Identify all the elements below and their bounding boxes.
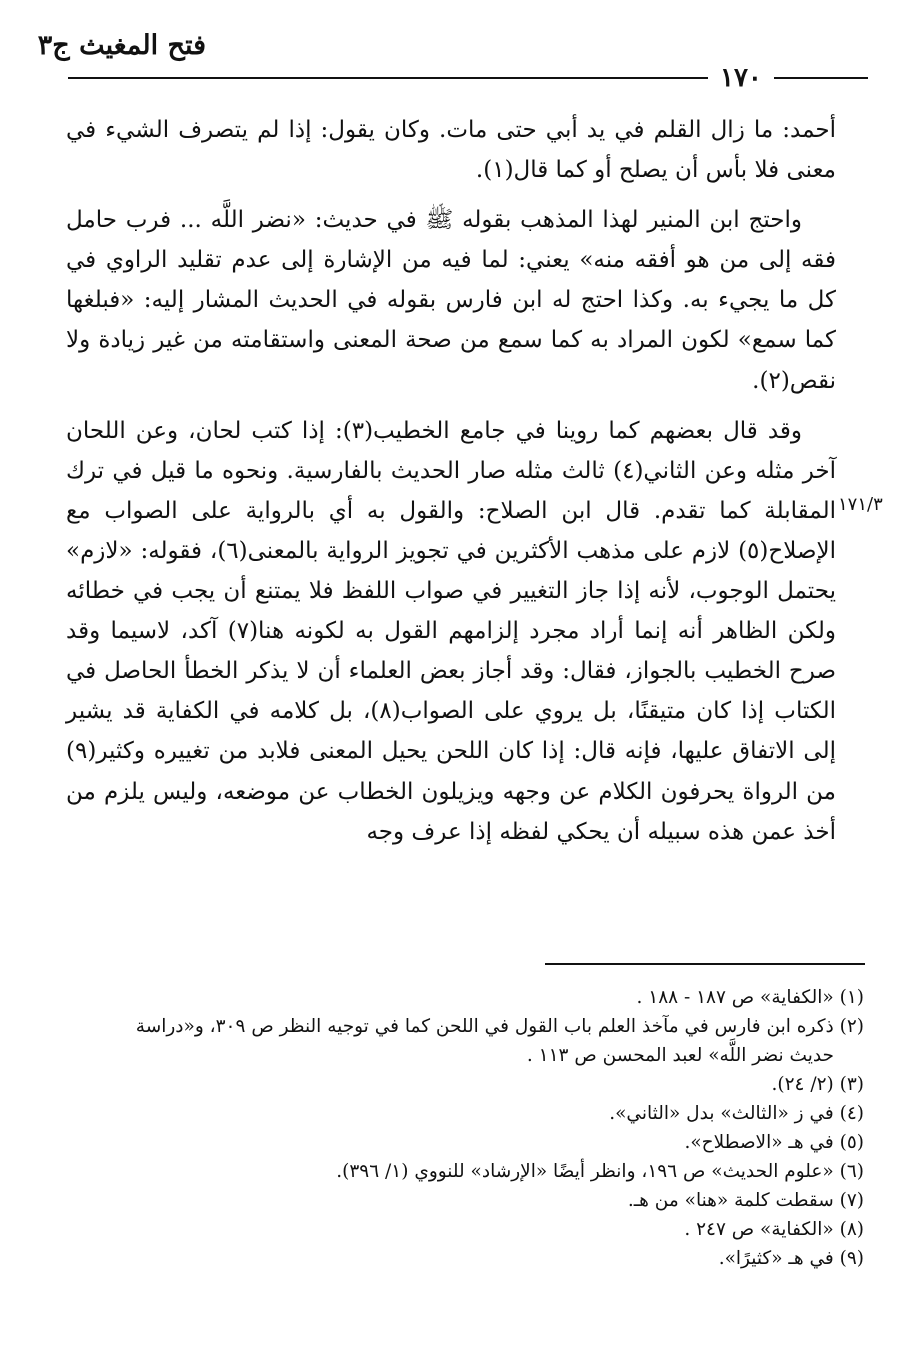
footnote: (٢) ذكره ابن فارس في مآخذ العلم باب القول في اللحن كما في توجيه النظر ص ٣٠٩، و«دراسة [135, 1016, 864, 1037]
footnote: (٤) في ز «الثالث» بدل «الثاني». [609, 1103, 864, 1124]
footnote: (٨) «الكفاية» ص ٢٤٧ . [684, 1219, 864, 1240]
footnote: (٦) «علوم الحديث» ص ١٩٦، وانظر أيضًا «الإرشاد» للنووي (١/ ٣٩٦). [336, 1161, 864, 1182]
running-title: فتح المغيث ج٣ [37, 30, 206, 61]
footnotes [66, 983, 864, 1273]
footnote: (١) «الكفاية» ص ١٨٧ - ١٨٨ . [636, 987, 864, 1008]
paragraph: أحمد: ما زال القلم في يد أبي حتى مات. وكان يقول: إذا لم يتصرف الشيء في معنى فلا بأس أن يصلح أو كما قال(١). [66, 117, 836, 184]
main-text [66, 110, 836, 852]
footnote: (٥) في هـ «الاصطلاح». [684, 1132, 864, 1153]
paragraph: واحتج ابن المنير لهذا المذهب بقوله ﷺ في حديث: «نضر اللَّه ... فرب حامل فقه إلى من هو أفقه منه» يعني: لما فيه من الإشارة إلى عدم تقليد الراوي في كل ما يجيء به. وكذا احتج له ابن فارس بقوله في الحديث المشار إليه: «فبلغها كما سمع» لكون المراد به كما سمع من صحة المعنى واستقامته من غير زيادة ولا نقص(٢). [66, 207, 836, 394]
footnote-rule [545, 963, 865, 965]
footnote: (٣) (٢/ ٢٤). [771, 1074, 864, 1095]
footnote: (٩) في هـ «كثيرًا». [718, 1248, 864, 1269]
footnote-continuation: حديث نضر اللَّه» لعبد المحسن ص ١١٣ . [526, 1045, 834, 1066]
paragraph: وقد قال بعضهم كما روينا في جامع الخطيب(٣): إذا كتب لحان، وعن اللحان آخر مثله وعن الثاني(٤) ثالث مثله صار الحديث بالفارسية. ونحوه ما قيل في ترك المقابلة كما تقدم. قال ابن الصلاح: والقول به أي بالرواية على الصواب مع الإصلاح(٥) لازم على مذهب الأكثرين في تجويز الرواية بالمعنى(٦)، فقوله: «لازم» يحتمل الوجوب، لأنه إذا جاز التغيير في صواب اللفظ فلا يمتنع أن يجب في خطائه ولكن الظاهر أنه إنما أراد مجرد إلزامهم القول به لكونه هنا(٧) آكد، لاسيما وقد صرح الخطيب بالجواز، فقال: وقد أجاز بعض العلماء أن لا يذكر الخطأ الحاصل في الكتاب إذا كان متيقنًا، بل يروي على الصواب(٨)، بل كلامه في الكفاية قد يشير إلى الاتفاق عليها، فإنه قال: إذا كان اللحن يحيل المعنى فلابد من تغييره وكثير(٩) من الرواة يحرفون الكلام عن وجهه ويزيلون الخطاب عن موضعه، وليس يلزم من أخذ عمن هذه سبيله أن يحكي لفظه إذا عرف وجه [66, 417, 836, 845]
margin-reference: ١٧١/٣ [838, 494, 883, 515]
page-number: ١٧٠ [708, 63, 774, 93]
footnote: (٧) سقطت كلمة «هنا» من هـ. [627, 1190, 864, 1211]
